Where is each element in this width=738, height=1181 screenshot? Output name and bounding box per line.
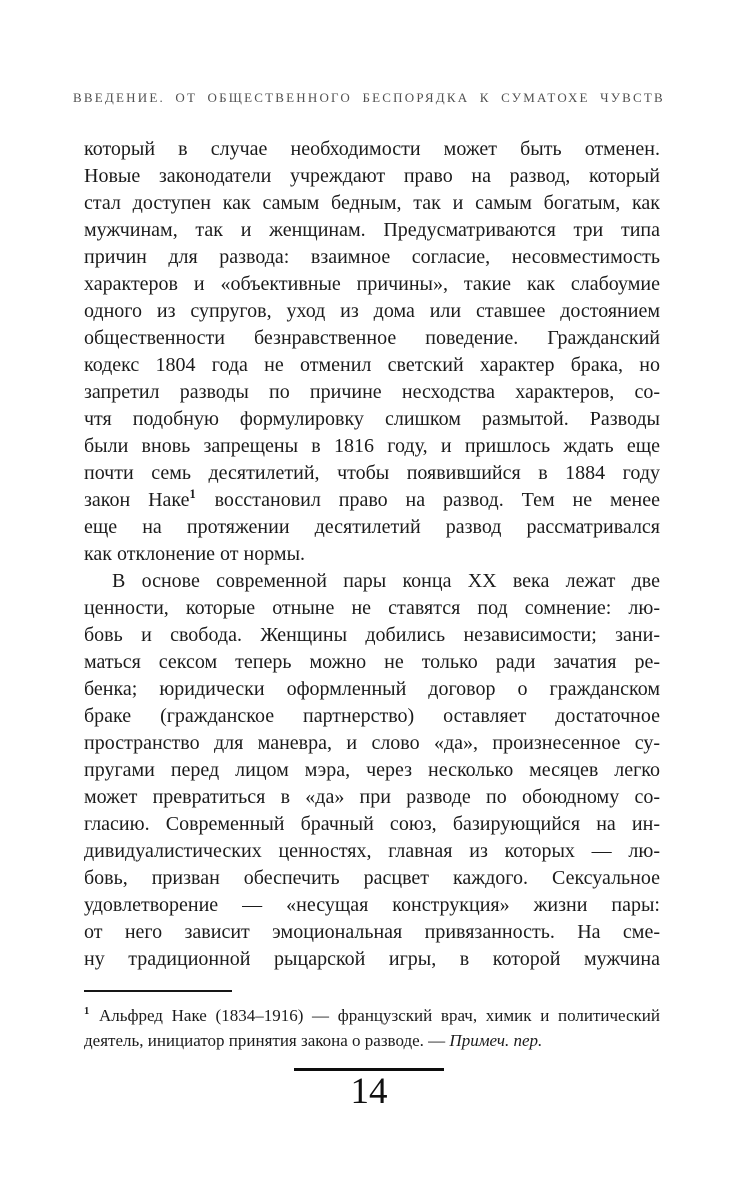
text-line: удовлетворение — «несущая конструкция» жизни пары: <box>84 894 660 916</box>
text-line: одного из супругов, уход из дома или ставшее достоянием <box>84 300 660 322</box>
text-line: браке (гражданское партнерство) оставляет достаточное <box>84 705 660 727</box>
text-line: В основе современной пары конца XX века лежат две <box>112 570 660 592</box>
text-line: чтя подобную формулировку слишком размытой. Разводы <box>84 408 660 430</box>
text-line: гласию. Современный брачный союз, базирующийся на ин- <box>84 813 660 835</box>
text-line: как отклонение от нормы. <box>84 543 306 565</box>
footnote-marker: 1 <box>189 487 196 502</box>
text-line: мужчинам, так и женщинам. Предусматриваются три типа <box>84 219 660 241</box>
page-number: 14 <box>350 1071 388 1112</box>
running-header: ВВЕДЕНИЕ. ОТ ОБЩЕСТВЕННОГО БЕСПОРЯДКА К СУМАТОХЕ ЧУВСТВ <box>73 90 665 105</box>
page-body-text <box>84 136 660 973</box>
text-line: кодекс 1804 года не отменил светский характер брака, но <box>84 354 660 376</box>
text-line: деятель, инициатор принятия закона о разводе. — Примеч. пер. <box>84 1031 543 1050</box>
text-line: еще на протяжении десятилетий развод рассматривался <box>84 516 660 538</box>
text-line: почти семь десятилетий, чтобы появившийся в 1884 году <box>84 462 660 484</box>
text-line: Новые законодатели учреждают право на развод, который <box>84 165 660 187</box>
footnote-separator <box>84 990 232 992</box>
text-line: характеров и «объективные причины», такие как слабоумие <box>84 273 660 295</box>
text-line: причин для развода: взаимное согласие, несовместимость <box>84 246 660 268</box>
text-line: $^1$ Альфред Наке (1834–1916) — французский врач, химик и политический <box>84 1006 660 1025</box>
text-line: бенка; юридически оформленный договор о гражданском <box>84 678 660 700</box>
text-line: были вновь запрещены в 1816 году, и пришлось ждать еще <box>84 435 660 457</box>
text-line: бовь, призван обеспечить расцвет каждого. Сексуальное <box>84 867 660 889</box>
text-line: запретил разводы по причине несходства характеров, со- <box>84 381 660 403</box>
text-line: пругами перед лицом мэра, через несколько месяцев легко <box>84 759 660 781</box>
text-line: закон Наке$^1$ восстановил право на развод. Тем не менее <box>84 487 660 511</box>
footnote-marker: 1 <box>84 1006 90 1018</box>
footnote <box>84 1003 660 1053</box>
text-line: пространство для маневра, и слово «да», произнесенное су- <box>84 732 660 754</box>
text-line: дивидуалистических ценностях, главная из которых — лю- <box>84 840 660 862</box>
text-line: общественности безнравственное поведение. Гражданский <box>84 327 660 349</box>
text-line: который в случае необходимости может быть отменен. <box>84 138 660 160</box>
text-line: от него зависит эмоциональная привязанность. На сме- <box>84 921 660 943</box>
text-line: стал доступен как самым бедным, так и самым богатым, как <box>84 192 660 214</box>
text-line: бовь и свобода. Женщины добились независимости; зани- <box>84 624 660 646</box>
text-line: маться сексом теперь можно не только ради зачатия ре- <box>84 651 660 673</box>
text-line: ценности, которые отныне не ставятся под сомнение: лю- <box>84 597 660 619</box>
text-line: может превратиться в «да» при разводе по обоюдному со- <box>84 786 660 808</box>
text-line: ну традиционной рыцарской игры, в которой мужчина <box>84 948 660 970</box>
